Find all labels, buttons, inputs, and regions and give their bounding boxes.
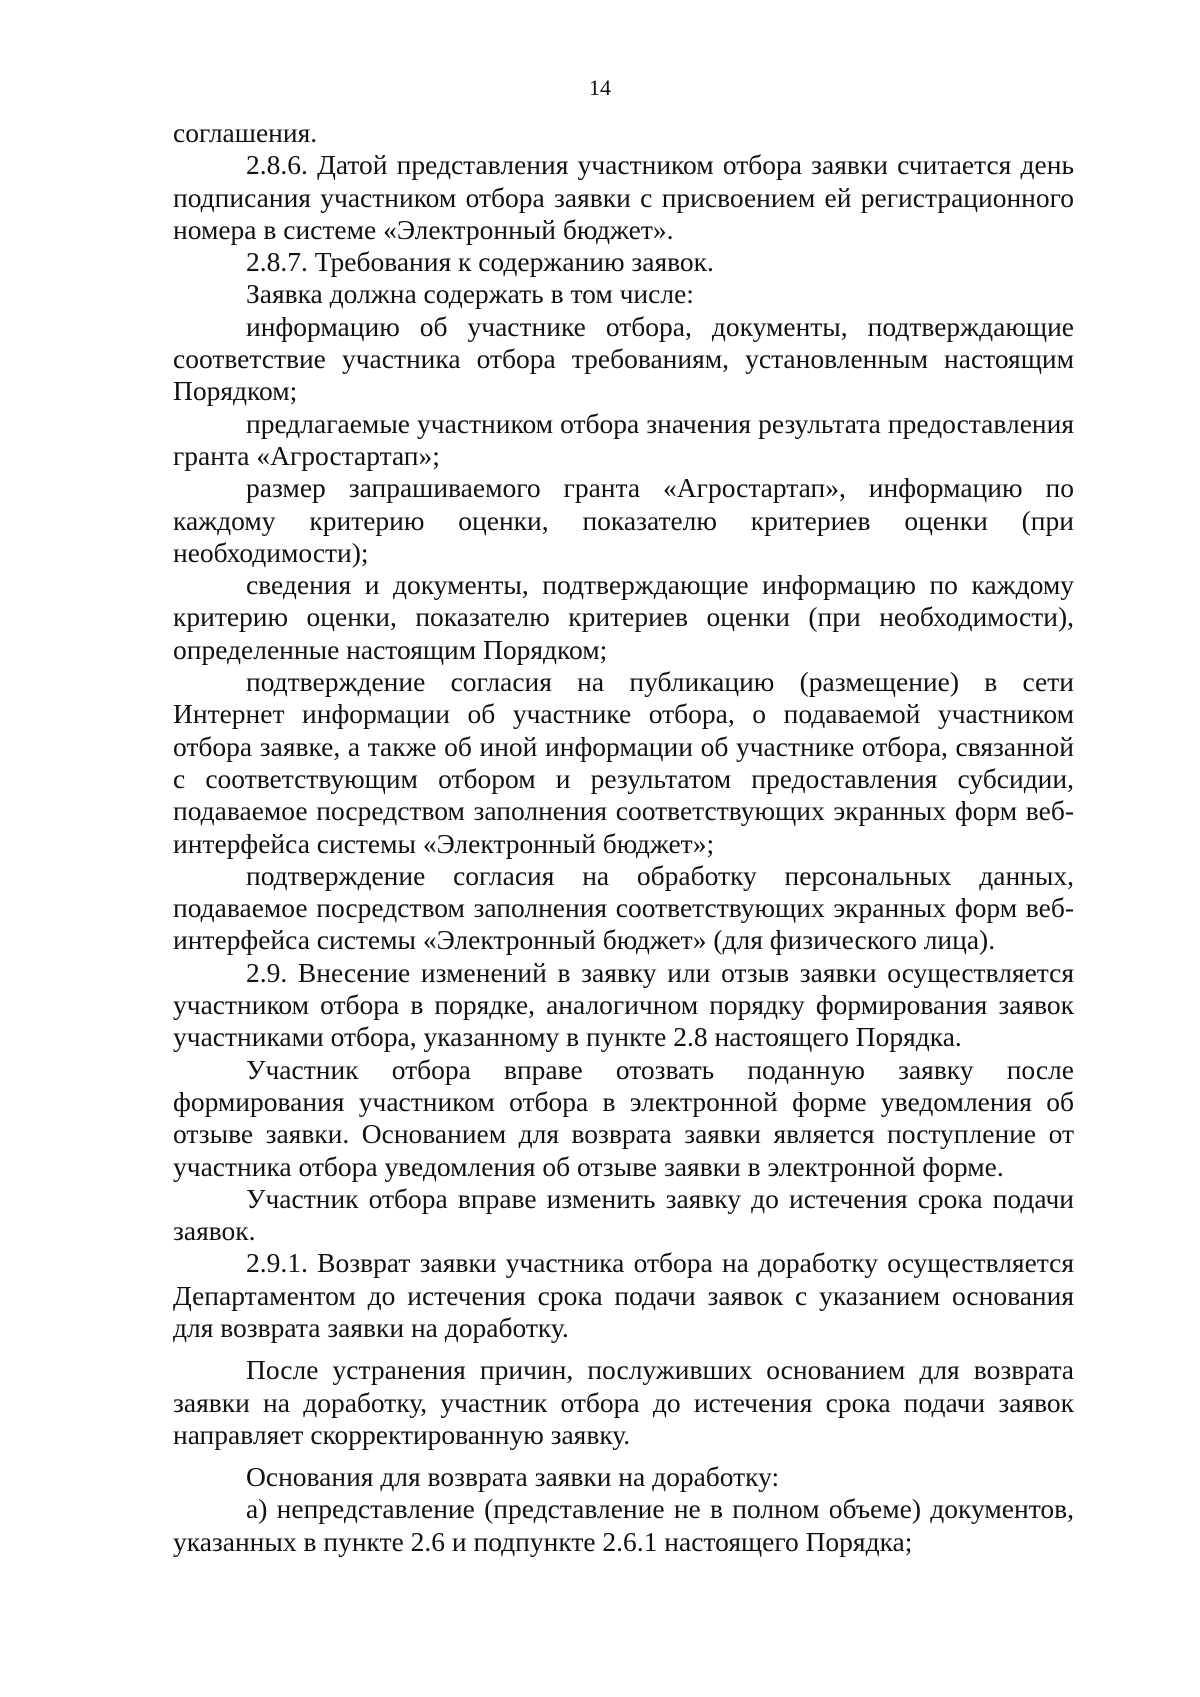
paragraph: Участник отбора вправе изменить заявку до истечения срока подачи заявок. [173, 1182, 1074, 1247]
paragraph: 2.8.6. Датой представления участником отбора заявки считается день подписания участником отбора заявки с присвоением ей регистрационного номера в системе «Электронный бюджет». [173, 149, 1074, 245]
document-body [173, 117, 1074, 1558]
paragraph: 2.9. Внесение изменений в заявку или отзыв заявки осуществляется участником отбора в порядке, аналогичном порядку формирования заявок участниками отбора, указанному в пункте 2.8 настоящего Порядка. [173, 956, 1074, 1053]
page-number: 14 [589, 75, 611, 100]
paragraph: подтверждение согласия на публикацию (размещение) в сети Интернет информации об участнике отбора, о подаваемой участником отбора заявке, а также об иной информации об участнике отбора, связанной с соответствующим отбором и результатом предоставления субсидии, подаваемое посредством заполнения соответствующих экранных форм веб-интерфейса системы «Электронный бюджет»; [173, 666, 1074, 859]
paragraph: размер запрашиваемого гранта «Агростартап», информацию по каждому критерию оценки, показателю критериев оценки (при необходимости); [173, 472, 1074, 568]
paragraph: Участник отбора вправе отозвать поданную заявку после формирования участником отбора в электронной форме уведомления об отзыве заявки. Основанием для возврата заявки является поступление от участника отбора уведомления об отзыве заявки в электронной форме. [173, 1053, 1074, 1182]
paragraph: 2.8.7. Требования к содержанию заявок. [246, 246, 714, 278]
paragraph: Заявка должна содержать в том числе: [246, 278, 694, 310]
paragraph: 2.9.1. Возврат заявки участника отбора на доработку осуществляется Департаментом до истечения срока подачи заявок с указанием основания для возврата заявки на доработку. [173, 1247, 1074, 1343]
paragraph: соглашения. [173, 117, 318, 148]
paragraph: информацию об участнике отбора, документы, подтверждающие соответствие участника отбора требованиям, установленным настоящим Порядком; [173, 310, 1074, 407]
paragraph: После устранения причин, послуживших основанием для возврата заявки на доработку, участник отбора до истечения срока подачи заявок направляет скорректированную заявку. [173, 1354, 1074, 1450]
paragraph: а) непредставление (представление не в полном объеме) документов, указанных в пункте 2.6 и подпункте 2.6.1 настоящего Порядка; [173, 1493, 1074, 1557]
paragraph: подтверждение согласия на обработку персональных данных, подаваемое посредством заполнения соответствующих экранных форм веб-интерфейса системы «Электронный бюджет» (для физического лица). [173, 859, 1074, 956]
paragraph: Основания для возврата заявки на доработку: [246, 1461, 780, 1493]
paragraph: сведения и документы, подтверждающие информацию по каждому критерию оценки, показателю критериев оценки (при необходимости), определенные настоящим Порядком; [173, 569, 1074, 665]
paragraph: предлагаемые участником отбора значения результата предоставления гранта «Агростартап»; [173, 407, 1074, 471]
